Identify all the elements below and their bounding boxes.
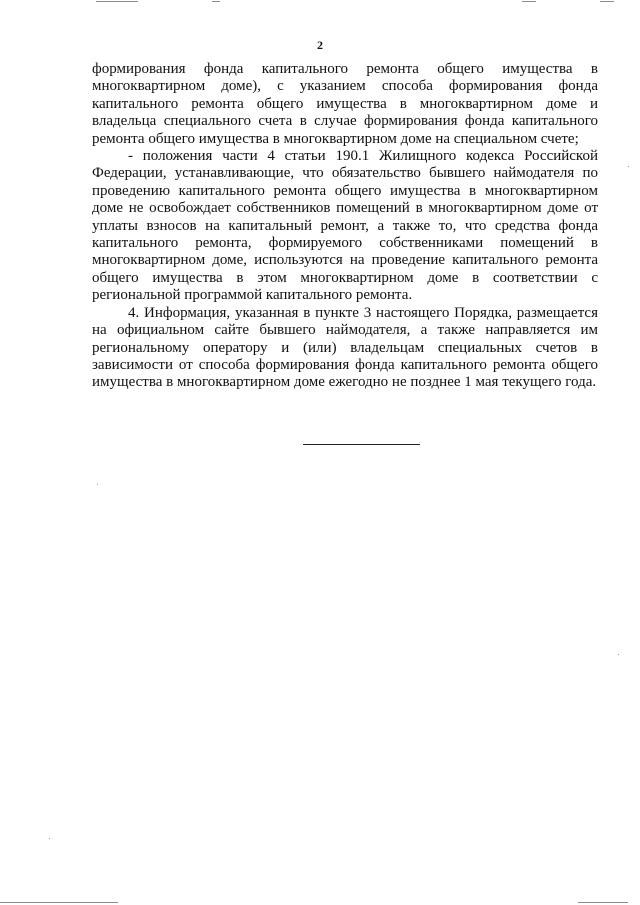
end-separator-line [303, 444, 420, 445]
scan-speck [628, 166, 629, 167]
paragraph-continuation: формирования фонда капитального ремонта общего имущества в многоквартирном доме), с указанием способа формирования фонда капитального ремонта общего имущества в многоквартирном доме и владельца специального счета в случае формирования фонда капитального ремонта общего имущества в многоквартирном доме на специальном счете; [92, 61, 598, 147]
scan-edge-bottom [0, 901, 640, 905]
scan-speck [97, 484, 98, 485]
paragraph-item-4: 4. Информация, указанная в пункте 3 настоящего Порядка, размещается на официальном сайте бывшего наймодателя, а также направляется им региональному оператору и (или) владельцам специальных счетов в зависимости от способа формирования фонда капитального ремонта общего имущества в многоквартирном доме ежегодно не позднее 1 мая текущего года. [92, 304, 598, 391]
document-body [92, 61, 598, 392]
scan-edge-top [0, 0, 640, 4]
scan-speck [618, 654, 619, 655]
page-number: 2 [317, 38, 323, 52]
scan-speck [49, 838, 50, 839]
paragraph-article-190-1: - положения части 4 статьи 190.1 Жилищного кодекса Российской Федерации, устанавливающие, что обязательство бывшего наймодателя по проведению капитального ремонта общего имущества в многоквартирном доме не освобождает собственников помещений в многоквартирном доме от уплаты взносов на капитальный ремонт, а также то, что средства фонда капитального ремонта, формируемого собственниками помещений в многоквартирном доме, используются на проведение капитального ремонта общего имущества в этом многоквартирном доме в соответствии с региональной программой капитального ремонта. [92, 148, 598, 304]
